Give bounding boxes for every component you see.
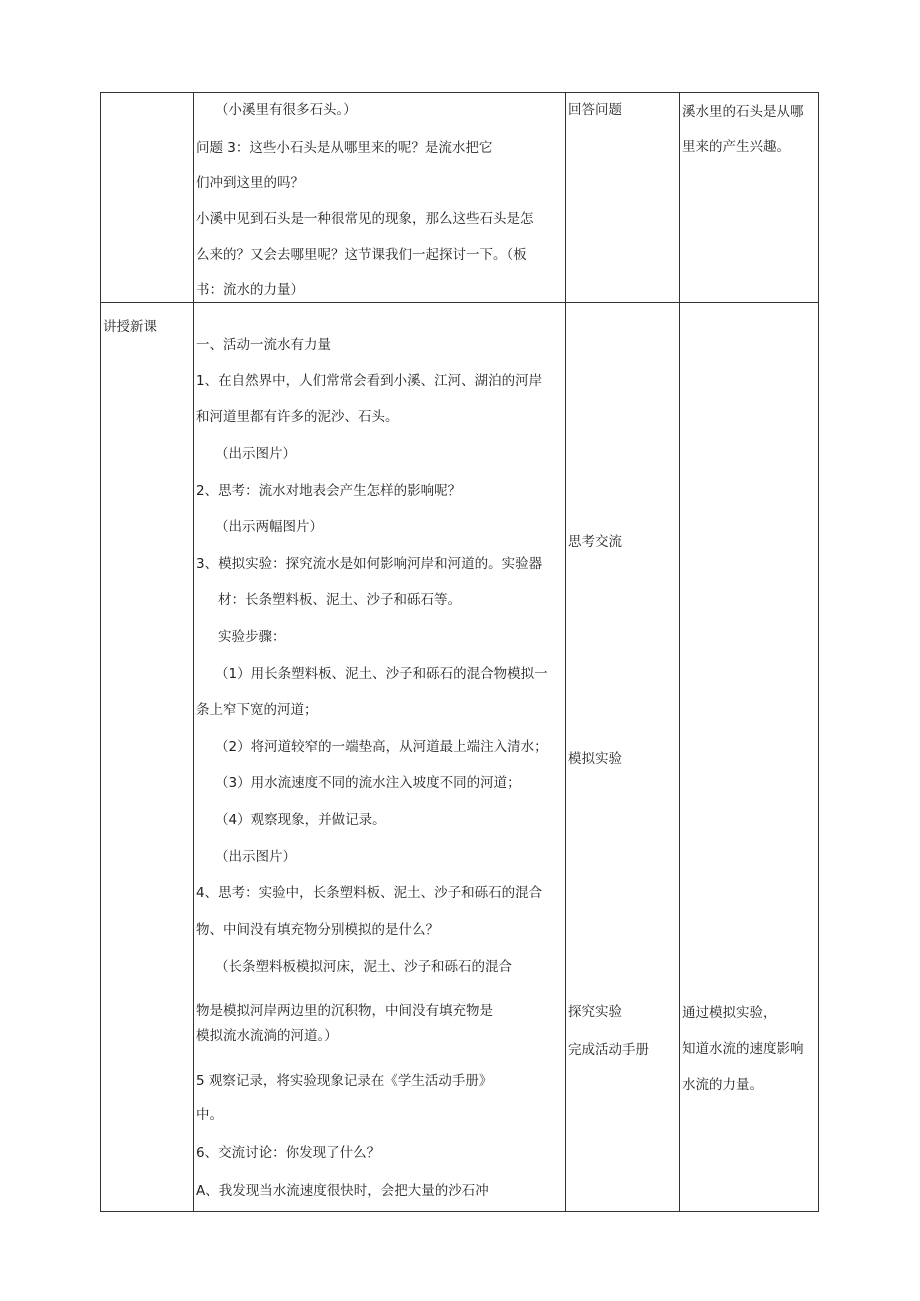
content-line: 问题 3：这些小石头是从哪里来的呢？是流水把它	[196, 140, 493, 156]
lesson-plan-table	[100, 92, 819, 1212]
content-line: 中。	[196, 1107, 223, 1123]
content-line: 5 观察记录，将实验现象记录在《学生活动手册》	[196, 1073, 493, 1089]
content-line: 条上窄下宽的河道；	[196, 702, 318, 718]
content-line: （出示图片）	[215, 446, 296, 462]
content-line: 书：流水的力量）	[196, 282, 304, 298]
design-intent-line: 里来的产生兴趣。	[682, 139, 790, 155]
content-line: 模拟流水流淌的河道。）	[196, 1028, 338, 1044]
content-line: 么来的？又会去哪里呢？这节课我们一起探讨一下。（板	[196, 247, 527, 263]
content-line: （出示两幅图片）	[215, 519, 323, 535]
content-line: （4）观察现象，并做记录。	[215, 812, 386, 828]
student-activity: 回答问题	[568, 102, 622, 118]
row-divider	[100, 302, 819, 303]
content-line: 一、活动一流水有力量	[196, 337, 331, 353]
student-activity: 完成活动手册	[568, 1042, 649, 1058]
content-line: 小溪中见到石头是一种很常见的现象，那么这些石头是怎	[196, 211, 534, 227]
table-border-bottom	[100, 1211, 819, 1212]
content-line: （3）用水流速度不同的流水注入坡度不同的河道；	[215, 775, 521, 791]
column-divider-1	[193, 92, 194, 1212]
table-border-right	[818, 92, 819, 1212]
student-activity: 思考交流	[568, 534, 622, 550]
content-line: A、我发现当水流速度很快时，会把大量的沙石冲	[196, 1183, 489, 1199]
design-intent-line: 水流的力量。	[682, 1077, 763, 1093]
table-border-top	[100, 92, 819, 93]
design-intent-line: 通过模拟实验，	[682, 1005, 777, 1021]
table-border-left	[100, 92, 101, 1212]
content-line: （长条塑料板模拟河床，泥土、沙子和砾石的混合	[215, 959, 512, 975]
content-line: 6、交流讨论：你发现了什么？	[196, 1145, 381, 1161]
student-activity: 探究实验	[568, 1004, 622, 1020]
content-line: （2）将河道较窄的一端垫高，从河道最上端注入清水；	[215, 739, 548, 755]
design-intent-line: 知道水流的速度影响	[682, 1041, 804, 1057]
content-line: 2、思考：流水对地表会产生怎样的影响呢？	[196, 483, 462, 499]
content-line: 材：长条塑料板、泥土、沙子和砾石等。	[218, 592, 461, 608]
design-intent-line: 溪水里的石头是从哪	[682, 104, 804, 120]
stage-label: 讲授新课	[103, 319, 157, 335]
column-divider-3	[679, 92, 680, 1212]
column-divider-2	[565, 92, 566, 1212]
content-line: （1）用长条塑料板、泥土、沙子和砾石的混合物模拟一	[215, 666, 548, 682]
content-line: （小溪里有很多石头。）	[215, 102, 357, 118]
content-line: 物、中间没有填充物分别模拟的是什么？	[196, 922, 439, 938]
content-line: 4、思考：实验中，长条塑料板、泥土、沙子和砾石的混合	[196, 885, 543, 901]
content-line: 1、在自然界中，人们常常会看到小溪、江河、湖泊的河岸	[196, 373, 543, 389]
student-activity: 模拟实验	[568, 751, 622, 767]
content-line: 3、模拟实验：探究流水是如何影响河岸和河道的。实验器	[196, 556, 543, 572]
content-line: （出示图片）	[215, 849, 296, 865]
content-line: 实验步骤：	[218, 629, 286, 645]
content-line: 物是模拟河岸两边里的沉积物，中间没有填充物是	[196, 1003, 493, 1019]
content-line: 们冲到这里的吗？	[196, 175, 304, 191]
content-line: 和河道里都有许多的泥沙、石头。	[196, 409, 399, 425]
